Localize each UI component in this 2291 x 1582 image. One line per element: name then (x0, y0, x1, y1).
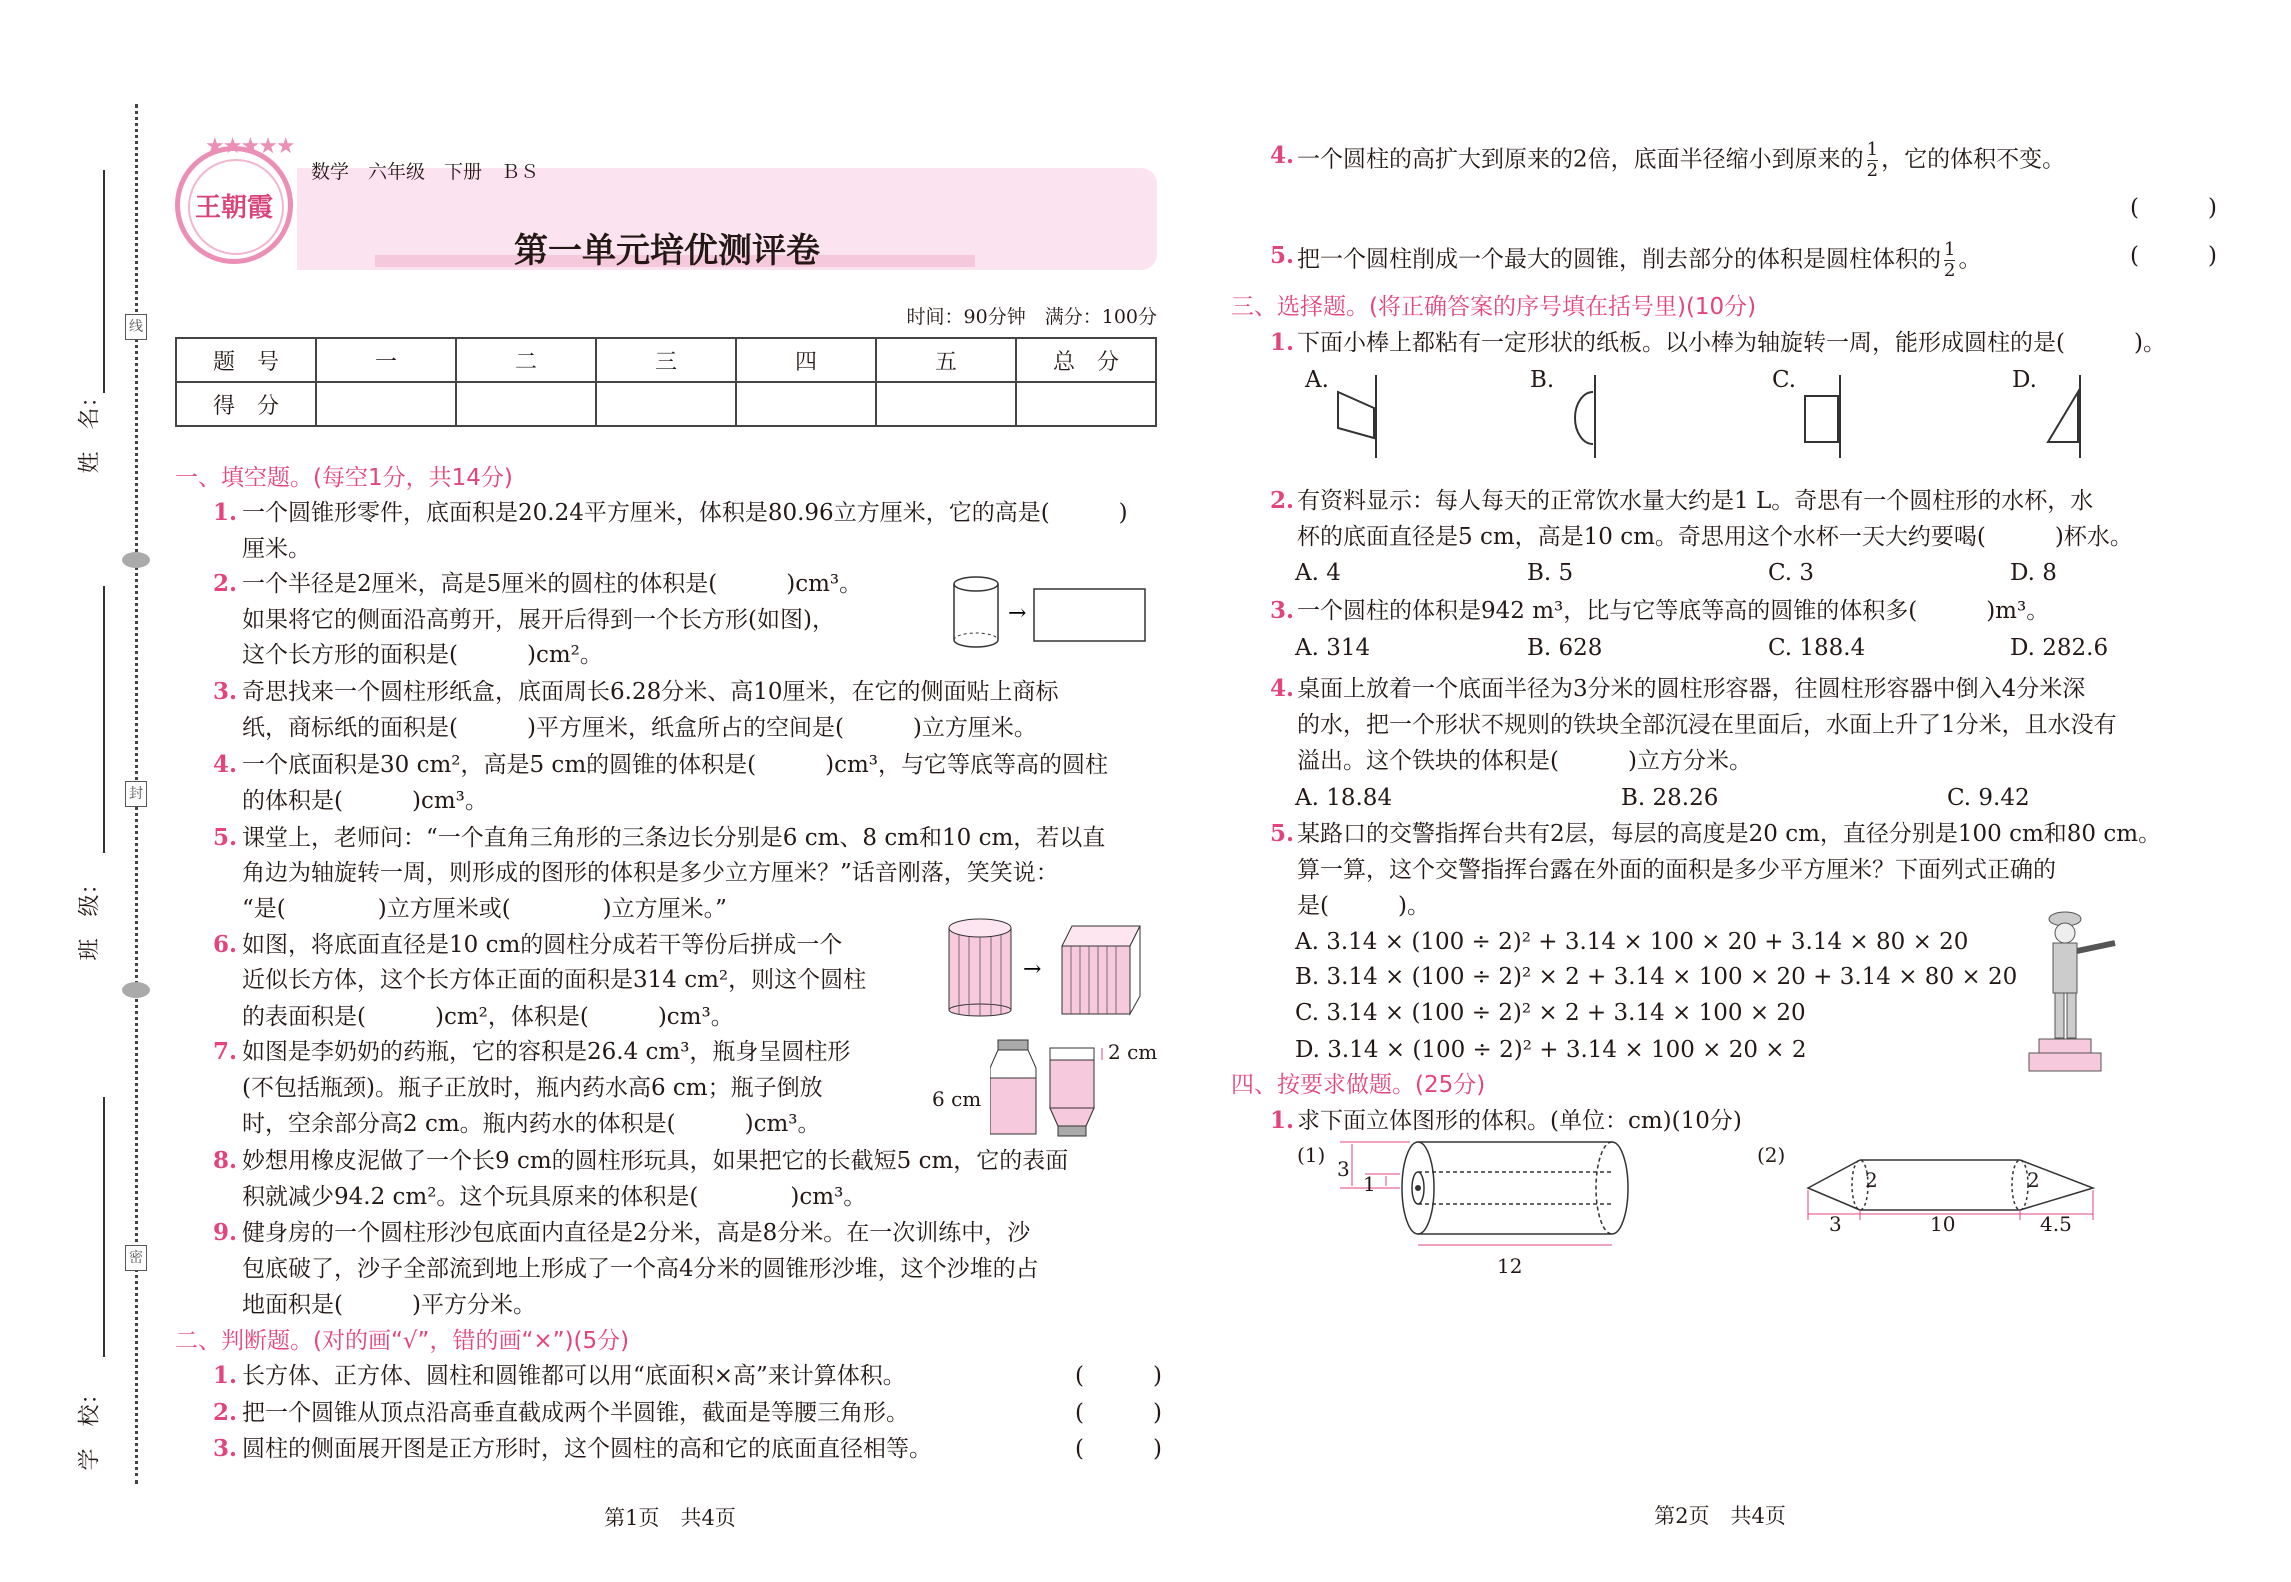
q-number: 1. (213, 499, 238, 526)
header-cell: 四 (736, 338, 876, 382)
q-line: 某路口的交警指挥台共有2层，每层的高度是20 cm，直径分别是100 cm和80 cm。 (1297, 821, 2162, 847)
option-c[interactable]: C. 188.4 (1768, 635, 1866, 661)
school-underline (103, 1097, 105, 1357)
right-cone-length-label: 4.5 (2040, 1212, 2072, 1236)
q-line: 纸，商标纸的面积是( )平方厘米，纸盒所占的空间是( )立方厘米。 (242, 715, 1037, 741)
section-1-title: 一、填空题。(每空1分，共14分) (175, 465, 513, 491)
option-a[interactable]: A. 18.84 (1295, 785, 1393, 811)
section-4-title: 四、按要求做题。(25分) (1231, 1072, 1486, 1098)
q-line: 一个圆锥形零件，底面积是20.24平方厘米，体积是80.96立方厘米，它的高是( ) (242, 500, 1128, 526)
q-line: 一个底面积是30 cm²，高是5 cm的圆锥的体积是( )cm³，与它等底等高的圆柱 (242, 752, 1108, 778)
q-line: 圆柱的侧面展开图是正方形时，这个圆柱的高和它的底面直径相等。 (242, 1436, 932, 1462)
q-number: 2. (213, 1399, 238, 1426)
inner-radius-label: 1 (1363, 1172, 1376, 1196)
q-line: 求下面立体图形的体积。(单位：cm)(10分) (1297, 1108, 1742, 1134)
q-line: 的水，把一个形状不规则的铁块全部沉浸在里面后，水面上升了1分米，且水没有 (1297, 712, 2117, 738)
name-label: 姓 名： (77, 385, 103, 474)
section-3-title: 三、选择题。(将正确答案的序号填在括号里)(10分) (1231, 294, 1757, 320)
figure-2-label: (2) (1757, 1143, 1786, 1167)
score-cell[interactable] (876, 382, 1016, 426)
q-line: “是( )立方厘米或( )立方厘米。” (242, 896, 727, 922)
ornament-icon (122, 552, 150, 568)
fraction-numerator: 1 (1866, 139, 1879, 160)
score-cell[interactable] (596, 382, 736, 426)
crown-icon: ★★★★★ (205, 134, 294, 159)
q-number: 3. (213, 678, 238, 705)
q-line: 妙想用橡皮泥做了一个长9 cm的圆柱形玩具，如果把它的长截短5 cm，它的表面 (242, 1148, 1069, 1174)
q-line: 是( )。 (1297, 893, 1430, 919)
q-line: 角边为轴旋转一周，则形成的图形的体积是多少立方厘米？”话音刚落，笑笑说： (242, 860, 1059, 886)
left-cone-diameter-label: 2 (1865, 1168, 1878, 1192)
seal-line-box: 线 (125, 314, 147, 340)
q-line: 积就减少94.2 cm²。这个玩具原来的体积是( )cm³。 (242, 1184, 867, 1210)
fraction-denominator: 2 (1944, 260, 1956, 281)
left-cone-length-label: 3 (1829, 1212, 1842, 1236)
medicine-bottle-figure (990, 1038, 1110, 1140)
q-line: 一个半径是2厘米，高是5厘米的圆柱的体积是( )cm³。 (242, 571, 863, 597)
option-b[interactable]: B. (1530, 367, 1555, 393)
q-line: 包底破了，沙子全部流到地上形成了一个高4分米的圆锥形沙堆，这个沙堆的占 (242, 1256, 1039, 1282)
fraction-numerator: 1 (1944, 239, 1956, 260)
option-b[interactable]: B. 5 (1527, 560, 1574, 586)
cylinder-length-label: 10 (1930, 1212, 1956, 1236)
q-number: 9. (213, 1219, 238, 1246)
q-line: 的体积是( )cm³。 (242, 788, 488, 814)
q-line: 下面小棒上都粘有一定形状的纸板。以小棒为轴旋转一周，能形成圆柱的是( )。 (1297, 330, 2166, 356)
q-line: 有资料显示：每人每天的正常饮水量大约是1 L。奇思有一个圆柱形的水杯，水 (1297, 488, 2094, 514)
q-line: 长方体、正方体、圆柱和圆锥都可以用“底面积×高”来计算体积。 (242, 1363, 906, 1389)
svg-text:→: → (1008, 601, 1027, 626)
q-number: 5. (1270, 820, 1295, 847)
q-text: 把一个圆柱削成一个最大的圆锥，削去部分的体积是圆柱体积的 (1297, 246, 1941, 273)
answer-paren[interactable]: ( ) (2130, 243, 2217, 269)
cylinder-unfold-figure (950, 574, 1150, 654)
q-line: 的表面积是( )cm²，体积是( )cm³。 (242, 1004, 734, 1030)
q-line (1297, 240, 1981, 281)
q-number: 6. (213, 931, 238, 958)
q-line: (不包括瓶颈)。瓶子正放时，瓶内药水高6 cm；瓶子倒放 (242, 1075, 823, 1101)
header-cell: 二 (456, 338, 596, 382)
q-line: 近似长方体，这个长方体正面的面积是314 cm²，则这个圆柱 (242, 967, 867, 993)
score-table-header-row (176, 338, 1156, 382)
option-a[interactable]: A. (1305, 367, 1329, 393)
score-cell[interactable] (316, 382, 456, 426)
q-line: 如图，将底面直径是10 cm的圆柱分成若干等份后拼成一个 (242, 932, 843, 958)
page-2-footer: 第2页 共4页 (1654, 1504, 1786, 1528)
option-c[interactable]: C. 3.14 × (100 ÷ 2)² × 2 + 3.14 × 100 × 20 (1295, 1000, 1806, 1026)
answer-paren[interactable]: ( ) (1075, 1436, 1162, 1462)
answer-paren[interactable]: ( ) (1075, 1400, 1162, 1426)
header-cell: 总 分 (1016, 338, 1156, 382)
q-text: ，它的体积不变。 (1881, 146, 2066, 173)
svg-text:→: → (1023, 957, 1042, 982)
score-cell[interactable] (736, 382, 876, 426)
option-d[interactable]: D. 8 (2010, 560, 2057, 586)
header-subject: 数学 六年级 下册 ＢＳ (311, 161, 540, 183)
outer-radius-label: 3 (1337, 1157, 1350, 1181)
option-a[interactable]: A. 3.14 × (100 ÷ 2)² + 3.14 × 100 × 20 + 3.14 × 80 × 20 (1295, 929, 1969, 955)
q-number: 4. (213, 751, 238, 778)
q-number: 3. (213, 1435, 238, 1462)
traffic-police-illustration (2025, 905, 2125, 1075)
ornament-icon (122, 982, 150, 998)
q-text: 一个圆柱的高扩大到原来的2倍，底面半径缩小到原来的 (1297, 146, 1864, 173)
right-cone-diameter-label: 2 (2027, 1168, 2040, 1192)
bottle-height-label: 6 cm (932, 1087, 982, 1111)
header-cell: 一 (316, 338, 456, 382)
score-cell[interactable] (456, 382, 596, 426)
q-line: 如果将它的侧面沿高剪开，展开后得到一个长方形(如图)， (242, 607, 835, 633)
q-line: 课堂上，老师问：“一个直角三角形的三条边长分别是6 cm、8 cm和10 cm，若以直 (242, 825, 1106, 851)
header-cell: 题 号 (176, 338, 316, 382)
q-number: 5. (213, 824, 238, 851)
q-number: 4. (1270, 675, 1295, 702)
answer-paren[interactable]: ( ) (2130, 195, 2217, 221)
option-d[interactable]: D. 3.14 × (100 ÷ 2)² + 3.14 × 100 × 20 × 2 (1295, 1037, 1807, 1063)
page-1-footer: 第1页 共4页 (604, 1506, 736, 1530)
score-cell[interactable] (1016, 382, 1156, 426)
cone-cylinder-cone-figure (1805, 1150, 2100, 1220)
option-d[interactable]: D. 282.6 (2010, 635, 2109, 661)
brand-logo (175, 146, 293, 264)
option-c[interactable]: C. 9.42 (1947, 785, 2030, 811)
q-line: 桌面上放着一个底面半径为3分米的圆柱形容器，往圆柱形容器中倒入4分米深 (1297, 676, 2086, 702)
seal-seal-box: 封 (125, 781, 147, 807)
class-underline (103, 586, 105, 853)
q-line: 地面积是( )平方分米。 (242, 1292, 536, 1318)
fraction (1867, 140, 1878, 181)
q-number: 1. (1270, 1107, 1295, 1134)
q-number: 4. (1270, 142, 1295, 169)
page-title: 第一单元培优测评卷 (514, 231, 820, 271)
bottle-gap-label: 2 cm (1108, 1040, 1158, 1064)
q-line: 把一个圆锥从顶点沿高垂直截成两个半圆锥，截面是等腰三角形。 (242, 1400, 909, 1426)
brand-logo-text: 王朝霞 (194, 193, 273, 223)
q-number: 1. (1270, 329, 1295, 356)
figure-1-label: (1) (1297, 1143, 1326, 1167)
score-table-score-row (176, 382, 1156, 426)
fraction-denominator: 2 (1866, 160, 1879, 181)
cylinder-to-cuboid-figure (945, 918, 1145, 1018)
q-line: 算一算，这个交警指挥台露在外面的面积是多少平方厘米？下面列式正确的 (1297, 857, 2056, 883)
q-number: 3. (1270, 597, 1295, 624)
header-cell: 三 (596, 338, 736, 382)
q-line: 时，空余部分高2 cm。瓶内药水的体积是( )cm³。 (242, 1111, 821, 1137)
q-text: 。 (1958, 246, 1982, 273)
q-line: 健身房的一个圆柱形沙包底面内直径是2分米，高是8分米。在一次训练中，沙 (242, 1220, 1031, 1246)
option-d[interactable]: D. (2012, 367, 2037, 393)
option-c[interactable]: C. (1772, 367, 1797, 393)
answer-paren[interactable]: ( ) (1075, 1363, 1162, 1389)
option-a[interactable]: A. 4 (1295, 560, 1341, 586)
q-number: 8. (213, 1147, 238, 1174)
school-label: 学 校： (77, 1382, 103, 1471)
q-number: 5. (1270, 242, 1295, 269)
option-c[interactable]: C. 3 (1768, 560, 1815, 586)
q-line: 如图是李奶奶的药瓶，它的容积是26.4 cm³，瓶身呈圆柱形 (242, 1039, 851, 1065)
option-b[interactable]: B. 628 (1527, 635, 1603, 661)
exam-time-info: 时间：90分钟 满分：100分 (906, 306, 1157, 328)
score-table (175, 337, 1157, 427)
q-line: 杯的底面直径是5 cm，高是10 cm。奇思用这个水杯一天大约要喝( )杯水。 (1297, 524, 2133, 550)
header-cell: 五 (876, 338, 1016, 382)
section-2-title: 二、判断题。(对的画“√”，错的画“×”)(5分) (175, 1328, 630, 1354)
q-line: 溢出。这个铁块的体积是( )立方分米。 (1297, 748, 1752, 774)
q-line: 一个圆柱的体积是942 m³，比与它等底等高的圆锥的体积多( )m³。 (1297, 598, 2050, 624)
q-number: 2. (1270, 487, 1295, 514)
name-underline (103, 170, 105, 393)
q-number: 2. (213, 570, 238, 597)
fraction (1944, 240, 1955, 281)
length-label: 12 (1497, 1254, 1523, 1278)
q-number: 7. (213, 1038, 238, 1065)
rod-shapes-figure (1300, 370, 2100, 465)
q-line (1297, 140, 2065, 181)
option-a[interactable]: A. 314 (1295, 635, 1371, 661)
score-row-label: 得 分 (176, 382, 316, 426)
q-line: 厘米。 (242, 536, 311, 562)
q-number: 1. (213, 1362, 238, 1389)
q-line: 奇思找来一个圆柱形纸盒，底面周长6.28分米、高10厘米，在它的侧面贴上商标 (242, 679, 1059, 705)
seal-secret-box: 密 (125, 1245, 147, 1271)
class-label: 班 级： (77, 872, 103, 961)
option-b[interactable]: B. 3.14 × (100 ÷ 2)² × 2 + 3.14 × 100 × 20 + 3.14 × 80 × 20 (1295, 964, 2018, 990)
option-b[interactable]: B. 28.26 (1621, 785, 1719, 811)
q-line: 这个长方形的面积是( )cm²。 (242, 642, 603, 668)
